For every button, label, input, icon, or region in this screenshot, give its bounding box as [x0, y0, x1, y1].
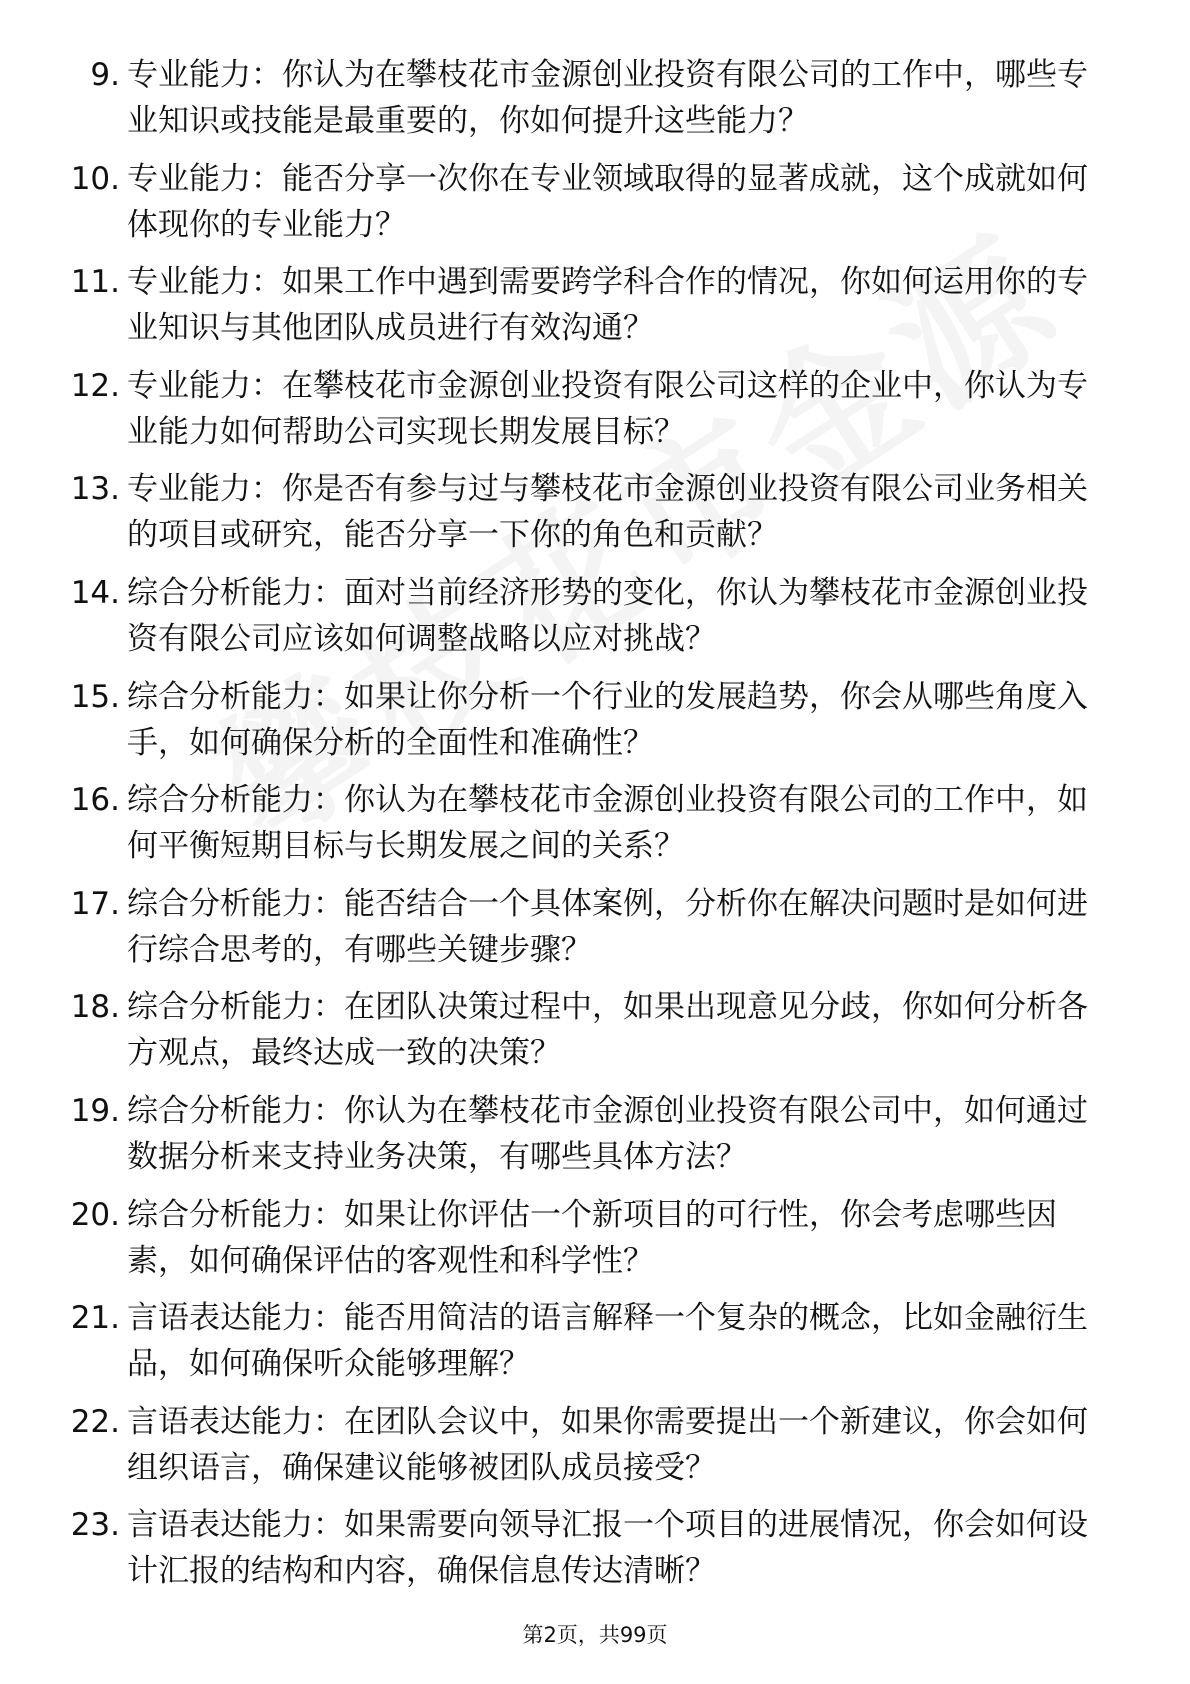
question-text: 专业能力：如果工作中遇到需要跨学科合作的情况，你如何运用你的专业知识与其他团队成员进行有效沟通？ [127, 264, 1088, 347]
question-item [0, 1192, 1190, 1296]
question-item [0, 570, 1190, 674]
question-text: 综合分析能力：你认为在攀枝花市金源创业投资有限公司的工作中，如何平衡短期目标与长期发展之间的关系？ [127, 782, 1088, 865]
question-text: 言语表达能力：在团队会议中，如果你需要提出一个新建议，你会如何组织语言，确保建议能够被团队成员接受？ [127, 1403, 1088, 1486]
question-number: 19. [70, 1092, 120, 1129]
question-text: 综合分析能力：你认为在攀枝花市金源创业投资有限公司中，如何通过数据分析来支持业务决策，有哪些具体方法？ [127, 1092, 1088, 1175]
question-number: 9. [90, 57, 120, 93]
question-number: 12. [70, 367, 120, 404]
question-number: 22. [70, 1403, 120, 1440]
page-footer: 第2页，共99页 [522, 1623, 668, 1647]
question-number: 16. [70, 782, 120, 819]
question-item [0, 52, 1190, 156]
question-text: 综合分析能力：如果让你评估一个新项目的可行性，你会考虑哪些因素，如何确保评估的客观性和科学性？ [127, 1196, 1057, 1279]
question-number: 21. [70, 1300, 120, 1337]
question-item [0, 1295, 1190, 1399]
question-item [0, 156, 1190, 260]
question-text: 言语表达能力：能否用简洁的语言解释一个复杂的概念，比如金融衍生品，如何确保听众能够理解？ [127, 1300, 1088, 1383]
question-item [0, 259, 1190, 363]
question-item [0, 984, 1190, 1088]
question-item [0, 466, 1190, 570]
question-list [0, 52, 1190, 1606]
question-number: 14. [70, 574, 120, 611]
question-item [0, 1502, 1190, 1606]
question-text: 专业能力：你是否有参与过与攀枝花市金源创业投资有限公司业务相关的项目或研究，能否分享一下你的角色和贡献？ [127, 471, 1088, 554]
question-text: 专业能力：能否分享一次你在专业领域取得的显著成就，这个成就如何体现你的专业能力？ [127, 160, 1088, 243]
question-number: 11. [70, 264, 120, 301]
question-text: 综合分析能力：能否结合一个具体案例，分析你在解决问题时是如何进行综合思考的，有哪些关键步骤？ [127, 885, 1088, 968]
question-text: 专业能力：你认为在攀枝花市金源创业投资有限公司的工作中，哪些专业知识或技能是最重要的，你如何提升这些能力？ [127, 57, 1088, 139]
question-number: 15. [70, 678, 120, 715]
question-number: 20. [70, 1196, 120, 1233]
question-text: 言语表达能力：如果需要向领导汇报一个项目的进展情况，你会如何设计汇报的结构和内容，确保信息传达清晰？ [127, 1507, 1088, 1590]
question-number: 18. [70, 989, 120, 1026]
question-number: 10. [70, 160, 120, 197]
question-text: 综合分析能力：面对当前经济形势的变化，你认为攀枝花市金源创业投资有限公司应该如何调整战略以应对挑战？ [127, 574, 1088, 657]
question-item [0, 881, 1190, 985]
question-text: 专业能力：在攀枝花市金源创业投资有限公司这样的企业中，你认为专业能力如何帮助公司实现长期发展目标？ [127, 367, 1088, 450]
question-text: 综合分析能力：在团队决策过程中，如果出现意见分歧，你如何分析各方观点，最终达成一致的决策？ [127, 989, 1088, 1072]
question-number: 17. [70, 885, 120, 922]
question-item [0, 674, 1190, 778]
question-item [0, 363, 1190, 467]
question-item [0, 1088, 1190, 1192]
question-item [0, 1399, 1190, 1503]
question-number: 13. [70, 471, 120, 508]
question-number: 23. [70, 1507, 120, 1544]
question-text: 综合分析能力：如果让你分析一个行业的发展趋势，你会从哪些角度入手，如何确保分析的全面性和准确性？ [127, 678, 1088, 761]
question-item [0, 777, 1190, 881]
